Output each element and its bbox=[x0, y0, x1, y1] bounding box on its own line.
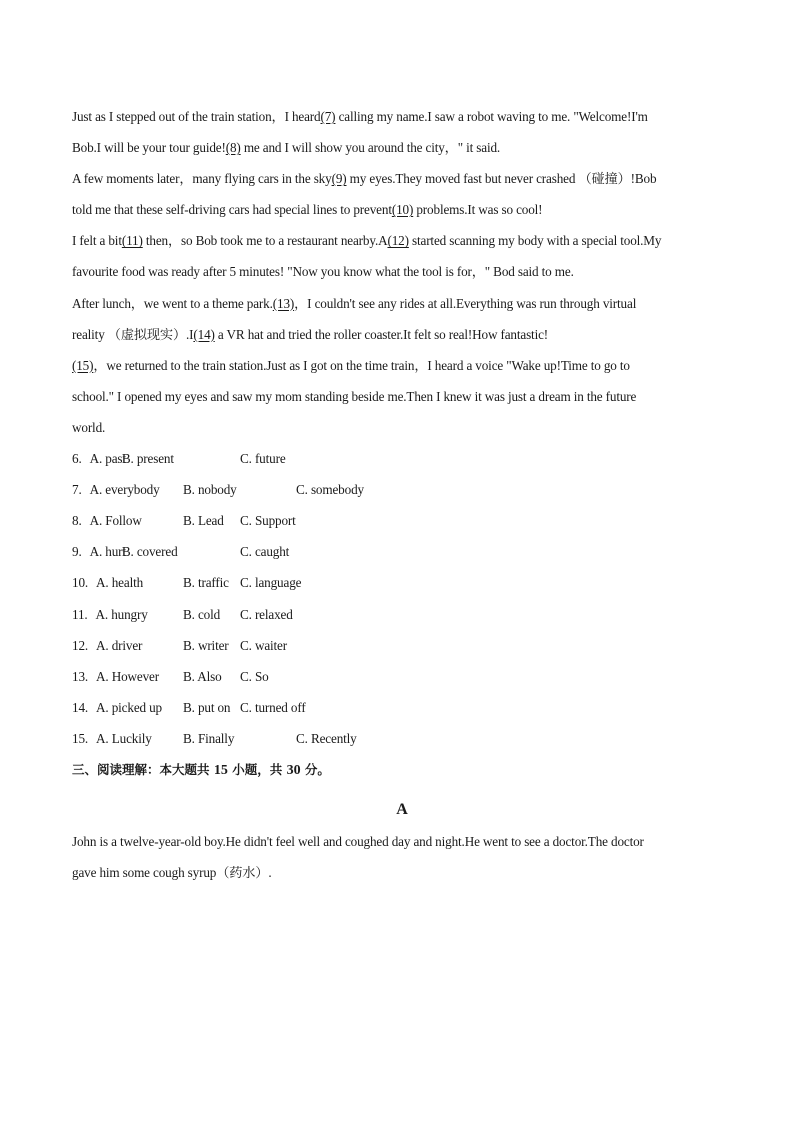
option-row bbox=[72, 536, 732, 567]
option-b: B. Lead bbox=[183, 513, 224, 529]
option-a: A. everybody bbox=[89, 482, 160, 498]
option-row bbox=[72, 443, 732, 474]
options-list bbox=[72, 443, 732, 754]
question-number: 13. bbox=[72, 668, 89, 684]
option-row bbox=[72, 505, 732, 536]
passage-line bbox=[72, 381, 732, 412]
passage-text: Just as I stepped out of the train station，I heard bbox=[72, 109, 321, 124]
passage-text: problems.It was so cool! bbox=[413, 202, 543, 218]
option-row bbox=[72, 661, 732, 692]
question-number: 14. bbox=[72, 699, 89, 715]
blank-number: (13) bbox=[272, 295, 295, 311]
section-heading-middle: 小题，共 bbox=[227, 761, 287, 777]
passage-text: I felt a bit bbox=[72, 233, 122, 249]
option-c: C. Recently bbox=[296, 730, 357, 746]
passage-text: then，so Bob took me to a restaurant nearby.A bbox=[142, 233, 388, 249]
passage-text: told me that these self-driving cars had special lines to prevent bbox=[72, 202, 392, 218]
option-b: B. traffic bbox=[183, 575, 229, 591]
option-b: B. present bbox=[121, 451, 174, 467]
passage-line bbox=[72, 132, 732, 163]
option-row bbox=[72, 630, 732, 661]
section-heading bbox=[72, 754, 732, 785]
option-c: C. future bbox=[240, 451, 286, 467]
question-number: 7. bbox=[72, 482, 82, 498]
reading-passage bbox=[72, 826, 732, 888]
option-b: B. put on bbox=[183, 699, 231, 715]
passage-text: A few moments later，many flying cars in the sky bbox=[72, 171, 332, 187]
blank-number: (9) bbox=[331, 171, 347, 187]
question-number: 6. bbox=[72, 451, 82, 467]
blank-number: (11) bbox=[121, 233, 143, 249]
option-b: B. Finally bbox=[183, 730, 235, 746]
blank-number: (10) bbox=[391, 202, 414, 218]
passage-line bbox=[72, 225, 732, 256]
part-letter: A bbox=[396, 801, 408, 819]
passage-line bbox=[72, 194, 732, 225]
passage-line bbox=[72, 319, 732, 350]
option-row bbox=[72, 474, 732, 505]
option-c: C. waiter bbox=[240, 637, 287, 653]
passage-text: favourite food was ready after 5 minutes! "Now you know what the tool is for，" Bod said to me. bbox=[72, 264, 574, 280]
passage-text: ，we returned to the train station.Just as I got on the time train，I heard a voice "Wake up!Time to go to bbox=[93, 357, 630, 373]
section-heading-suffix: 分。 bbox=[300, 761, 330, 777]
question-number: 11. bbox=[72, 606, 88, 622]
passage-text: my eyes.They moved fast but never crashed （碰撞）!Bob bbox=[346, 171, 657, 187]
blank-number: (8) bbox=[225, 140, 241, 156]
passage-text: world. bbox=[72, 419, 106, 435]
passage-text: Bob.I will be your tour guide! bbox=[72, 140, 226, 156]
passage-text: ，I couldn't see any rides at all.Everything was run through virtual bbox=[294, 295, 637, 311]
option-b: B. cold bbox=[183, 606, 221, 622]
reading-line: gave him some cough syrup（药水）. bbox=[72, 865, 272, 881]
blank-number: (12) bbox=[387, 233, 409, 249]
passage-line bbox=[72, 256, 732, 287]
question-number: 8. bbox=[72, 513, 82, 529]
section-heading-prefix: 三、阅读理解：本大题共 bbox=[72, 761, 214, 777]
passage-text: school." I opened my eyes and saw my mom standing beside me.Then I knew it was just a dream in the future bbox=[72, 388, 637, 404]
question-number: 12. bbox=[72, 637, 89, 653]
question-number: 10. bbox=[72, 575, 89, 591]
option-a: A. However bbox=[96, 668, 159, 684]
passage-text: a VR hat and tried the roller coaster.It felt so real!How fantastic! bbox=[214, 326, 549, 342]
passage-text: me and I will show you around the city，" it said. bbox=[240, 140, 501, 156]
option-c: C. caught bbox=[240, 544, 290, 560]
section-question-count: 15 bbox=[213, 762, 228, 778]
exam-page bbox=[72, 101, 732, 888]
reading-line: John is a twelve-year-old boy.He didn't feel well and coughed day and night.He went to see a doctor.The doctor bbox=[72, 834, 644, 850]
option-c: C. So bbox=[240, 668, 269, 684]
passage-text: reality （虚拟现实）.I bbox=[72, 326, 194, 342]
option-a: A. Luckily bbox=[96, 730, 152, 746]
option-c: C. relaxed bbox=[240, 606, 293, 622]
question-number: 15. bbox=[72, 730, 89, 746]
option-b: B. Also bbox=[183, 668, 222, 684]
cloze-passage bbox=[72, 101, 732, 443]
option-a: A. hurt bbox=[89, 544, 126, 560]
passage-text: After lunch，we went to a theme park. bbox=[72, 295, 273, 311]
option-row bbox=[72, 567, 732, 598]
passage-line bbox=[72, 101, 732, 132]
option-c: C. language bbox=[240, 575, 302, 591]
section-points: 30 bbox=[286, 762, 301, 778]
option-b: B. covered bbox=[121, 544, 178, 560]
passage-line bbox=[72, 412, 732, 443]
passage-line bbox=[72, 163, 732, 194]
option-a: A. picked up bbox=[96, 699, 163, 715]
passage-text: calling my name.I saw a robot waving to me. "Welcome!I'm bbox=[335, 109, 648, 124]
blank-number: (7) bbox=[320, 109, 336, 124]
option-c: C. turned off bbox=[240, 699, 306, 715]
passage-text: started scanning my body with a special tool.My bbox=[408, 233, 662, 249]
option-b: B. nobody bbox=[183, 482, 237, 498]
passage-line bbox=[72, 350, 732, 381]
option-a: A. past bbox=[89, 451, 126, 467]
option-a: A. driver bbox=[96, 637, 143, 653]
option-row bbox=[72, 599, 732, 630]
option-c: C. Support bbox=[240, 513, 296, 529]
option-a: A. Follow bbox=[89, 513, 142, 529]
option-row bbox=[72, 723, 732, 754]
option-a: A. health bbox=[96, 575, 144, 591]
blank-number: (14) bbox=[193, 326, 215, 342]
option-a: A. hungry bbox=[95, 606, 148, 622]
blank-number: (15) bbox=[72, 357, 94, 373]
question-number: 9. bbox=[72, 544, 82, 560]
option-b: B. writer bbox=[183, 637, 229, 653]
option-c: C. somebody bbox=[296, 482, 364, 498]
passage-line bbox=[72, 288, 732, 319]
option-row bbox=[72, 692, 732, 723]
